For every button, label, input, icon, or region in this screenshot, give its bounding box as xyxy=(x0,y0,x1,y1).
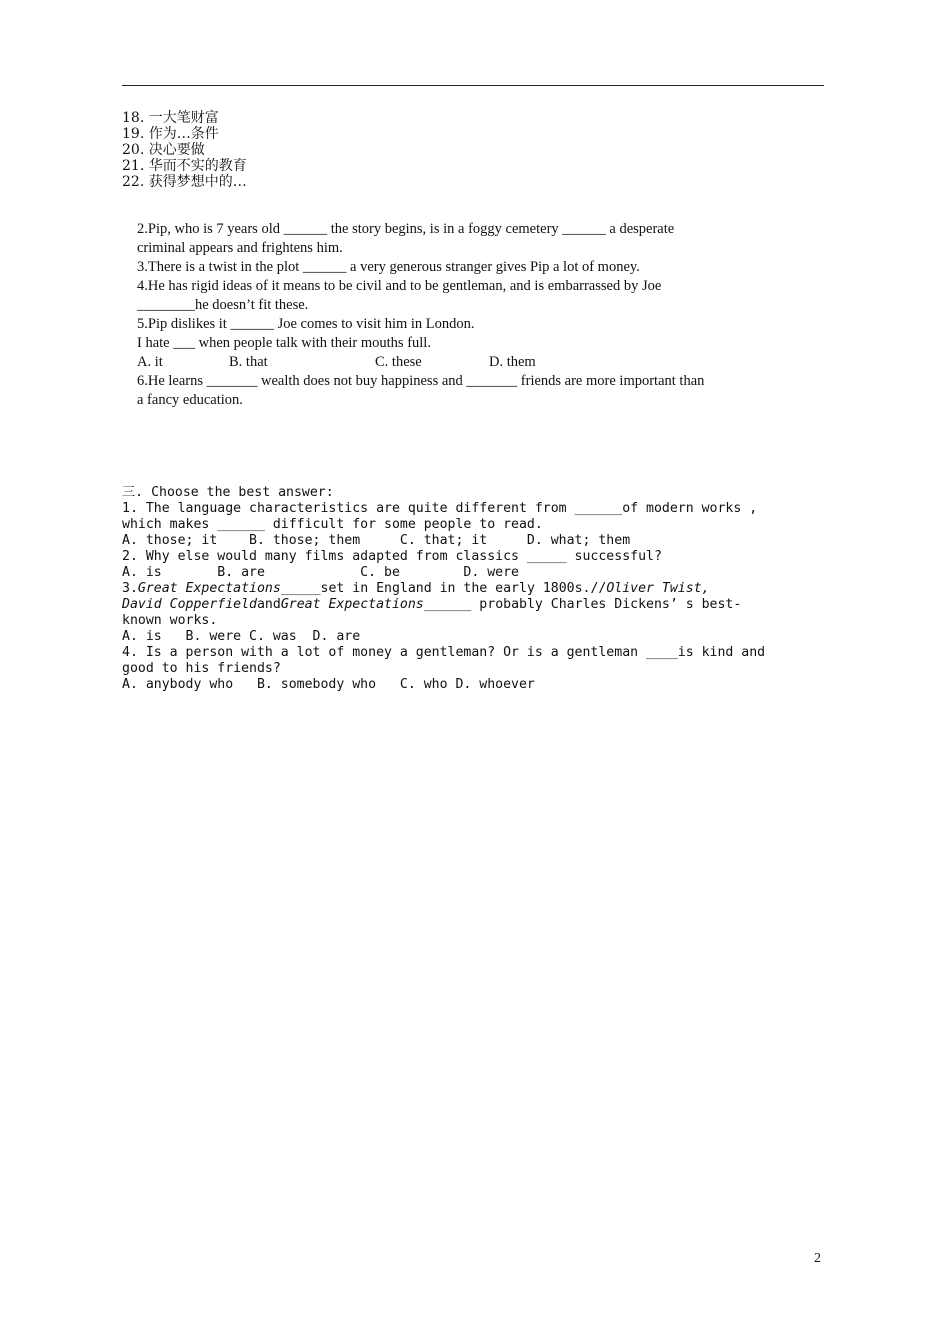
q3-text: _____set in England in the early 1800s.// xyxy=(280,581,607,596)
vocab-item: 18. 一大笔财富 xyxy=(122,110,219,126)
option-d: D. them xyxy=(489,354,536,370)
header-rule xyxy=(122,85,824,86)
option-b: B. that xyxy=(229,354,268,370)
question-5-sub: I hate ___ when people talk with their mouths full. xyxy=(137,335,431,351)
question-4-options: A. anybody who B. somebody who C. who D. whoever xyxy=(122,677,535,692)
question-3-options: A. is B. were C. was D. are xyxy=(122,629,361,644)
vocab-item: 20. 决心要做 xyxy=(122,142,205,158)
question-4-line-1: 4.He has rigid ideas of it means to be civil and to be gentleman, and is embarrassed by Joe xyxy=(137,278,662,294)
vocab-list xyxy=(122,110,247,190)
section-3-multiple-choice xyxy=(122,485,824,693)
question-4-line-1: 4. Is a person with a lot of money a gentleman? Or is a gentleman ____is kind and xyxy=(122,645,766,660)
question-2: 2. Why else would many films adapted from classics _____ successful? xyxy=(122,549,662,564)
section-2-fill-in xyxy=(137,220,785,410)
question-4-line-2: good to his friends? xyxy=(122,661,281,676)
option-a: A. it xyxy=(137,354,163,370)
question-2-line-1: 2.Pip, who is 7 years old ______ the story begins, is in a foggy cemetery ______ a desperate xyxy=(137,221,675,237)
vocab-item: 19. 作为…条件 xyxy=(122,126,219,142)
question-3: 3.There is a twist in the plot ______ a very generous stranger gives Pip a lot of money. xyxy=(137,259,640,275)
question-3-line-3: known works. xyxy=(122,613,218,628)
q3-and: and xyxy=(256,597,281,612)
q3-title-4: Great Expectations xyxy=(280,597,424,612)
question-5-options xyxy=(137,353,785,372)
q3-title-1: Great Expectations xyxy=(137,581,281,596)
page-number: 2 xyxy=(814,1251,821,1266)
question-1-line-2: which makes ______ difficult for some people to read. xyxy=(122,517,543,532)
question-6-line-2: a fancy education. xyxy=(137,392,243,408)
question-1-line-1: 1. The language characteristics are quite different from ______of modern works , xyxy=(122,501,758,516)
question-2-line-2: criminal appears and frightens him. xyxy=(137,240,343,256)
section-3-heading: 三. Choose the best answer: xyxy=(122,485,334,500)
q3-title-2: Oliver Twist, xyxy=(606,581,710,596)
question-3-line-2 xyxy=(122,597,824,613)
q3-number: 3. xyxy=(122,581,138,596)
vocab-item: 21. 华而不实的教育 xyxy=(122,158,247,174)
question-3-line-1 xyxy=(122,581,824,597)
question-2-options: A. is B. are C. be D. were xyxy=(122,565,519,580)
question-4-line-2: ________he doesn’t fit these. xyxy=(137,297,309,313)
question-6-line-1: 6.He learns _______ wealth does not buy happiness and _______ friends are more important than xyxy=(137,373,705,389)
vocab-item: 22. 获得梦想中的… xyxy=(122,174,247,190)
q3-title-3: David Copperfield xyxy=(122,597,257,612)
option-c: C. these xyxy=(375,354,422,370)
q3-text-2: ______ probably Charles Dickens’ s best- xyxy=(423,597,742,612)
question-1-options: A. those; it B. those; them C. that; it D. what; them xyxy=(122,533,631,548)
question-5: 5.Pip dislikes it ______ Joe comes to visit him in London. xyxy=(137,316,475,332)
